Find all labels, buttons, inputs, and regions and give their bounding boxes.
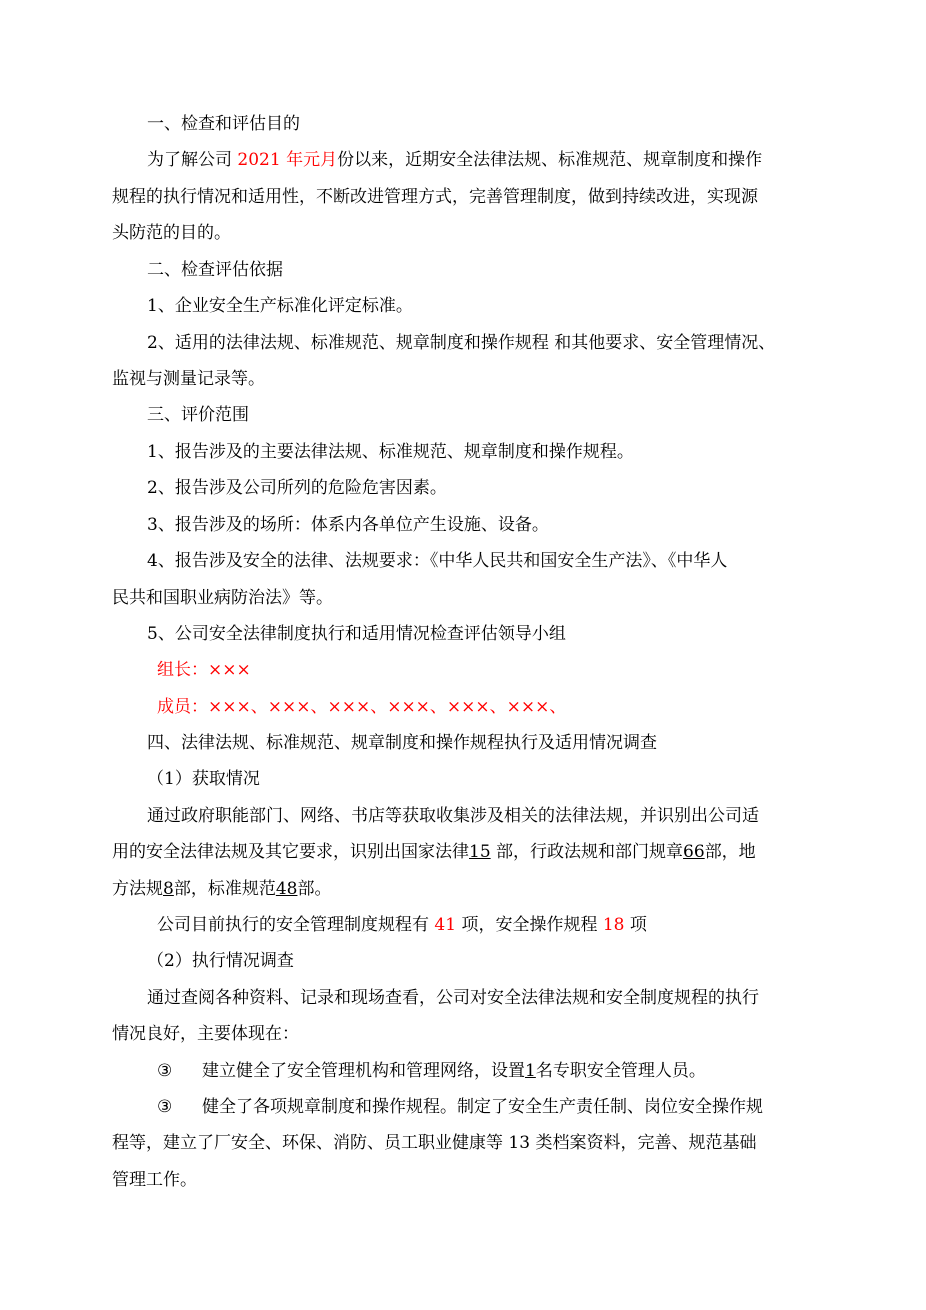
group-leader: 组长：××× (157, 660, 251, 680)
purpose-paragraph-line-2: 规程的执行情况和适用性，不断改进管理方式，完善管理制度，做到持续改进，实现源 (112, 187, 758, 207)
standards-count: 48 (275, 879, 298, 899)
subheading-execution: （2）执行情况调查 (147, 951, 294, 971)
bullet-item-1: ③ 建立健全了安全管理机构和管理网络，设置1名专职安全管理人员。 (157, 1053, 865, 1090)
subheading-acquisition: （1）获取情况 (147, 769, 260, 789)
acquisition-paragraph-line-3: 方法规8部，标准规范48部。 (112, 879, 332, 899)
highlighted-date: 2021 年元月 (237, 150, 338, 170)
section-heading-scope: 三、评价范围 (147, 405, 249, 425)
purpose-paragraph-line-1: 为了解公司 2021 年元月份以来，近期安全法律法规、标准规范、规章制度和操作 (147, 150, 763, 170)
bullet-item-2-line-2: 程等，建立了厂安全、环保、消防、员工职业健康等 13 类档案资料，完善、规范基础 (112, 1133, 757, 1153)
operation-rules-count: 18 (602, 915, 625, 935)
execution-paragraph-line-1: 通过查阅各种资料、记录和现场查看，公司对安全法律法规和安全制度规程的执行 (147, 988, 759, 1008)
acquisition-paragraph-line-2: 用的安全法律法规及其它要求，识别出国家法律15 部，行政法规和部门规章66部，地 (112, 842, 756, 862)
rules-count-line: 公司目前执行的安全管理制度规程有 41 项，安全操作规程 18 项 (157, 915, 647, 935)
execution-paragraph-line-2: 情况良好，主要体现在： (112, 1024, 299, 1044)
scope-item-2: 2、报告涉及公司所列的危险危害因素。 (147, 478, 447, 498)
management-rules-count: 41 (434, 915, 457, 935)
admin-regs-count: 66 (683, 842, 705, 862)
scope-item-3: 3、报告涉及的场所：体系内各单位产生设施、设备。 (147, 515, 549, 535)
bullet-marker: ③ (157, 1097, 173, 1117)
bullet-item-2-line-3: 管理工作。 (112, 1170, 197, 1190)
local-regs-count: 8 (163, 879, 174, 899)
safety-staff-count: 1 (525, 1061, 536, 1081)
scope-item-5: 5、公司安全法律制度执行和适用情况检查评估领导小组 (147, 624, 566, 644)
scope-item-4-line-1: 4、报告涉及安全的法律、法规要求：《中华人民共和国安全生产法》、《中华人 (147, 551, 728, 571)
group-members: 成员：×××、×××、×××、×××、×××、×××、 (157, 697, 567, 717)
basis-item-1: 1、企业安全生产标准化评定标准。 (147, 296, 413, 316)
scope-item-4-line-2: 民共和国职业病防治法》等。 (112, 588, 333, 608)
basis-item-2-line-1: 2、适用的法律法规、标准规范、规章制度和操作规程 和其他要求、安全管理情况、 (147, 333, 776, 353)
acquisition-paragraph-line-1: 通过政府职能部门、网络、书店等获取收集涉及相关的法律法规，并识别出公司适 (147, 806, 759, 826)
basis-item-2-line-2: 监视与测量记录等。 (112, 369, 265, 389)
section-heading-basis: 二、检查评估依据 (147, 260, 283, 280)
section-heading-purpose: 一、检查和评估目的 (147, 114, 300, 134)
bullet-item-2-line-1: ③ 健全了各项规章制度和操作规程。制定了安全生产责任制、岗位安全操作规 (157, 1089, 865, 1126)
bullet-marker: ③ (157, 1061, 173, 1081)
section-heading-survey: 四、法律法规、标准规范、规章制度和操作规程执行及适用情况调查 (147, 733, 657, 753)
purpose-paragraph-line-3: 头防范的目的。 (112, 223, 231, 243)
scope-item-1: 1、报告涉及的主要法律法规、标准规范、规章制度和操作规程。 (147, 442, 634, 462)
national-laws-count: 15 (469, 842, 491, 862)
